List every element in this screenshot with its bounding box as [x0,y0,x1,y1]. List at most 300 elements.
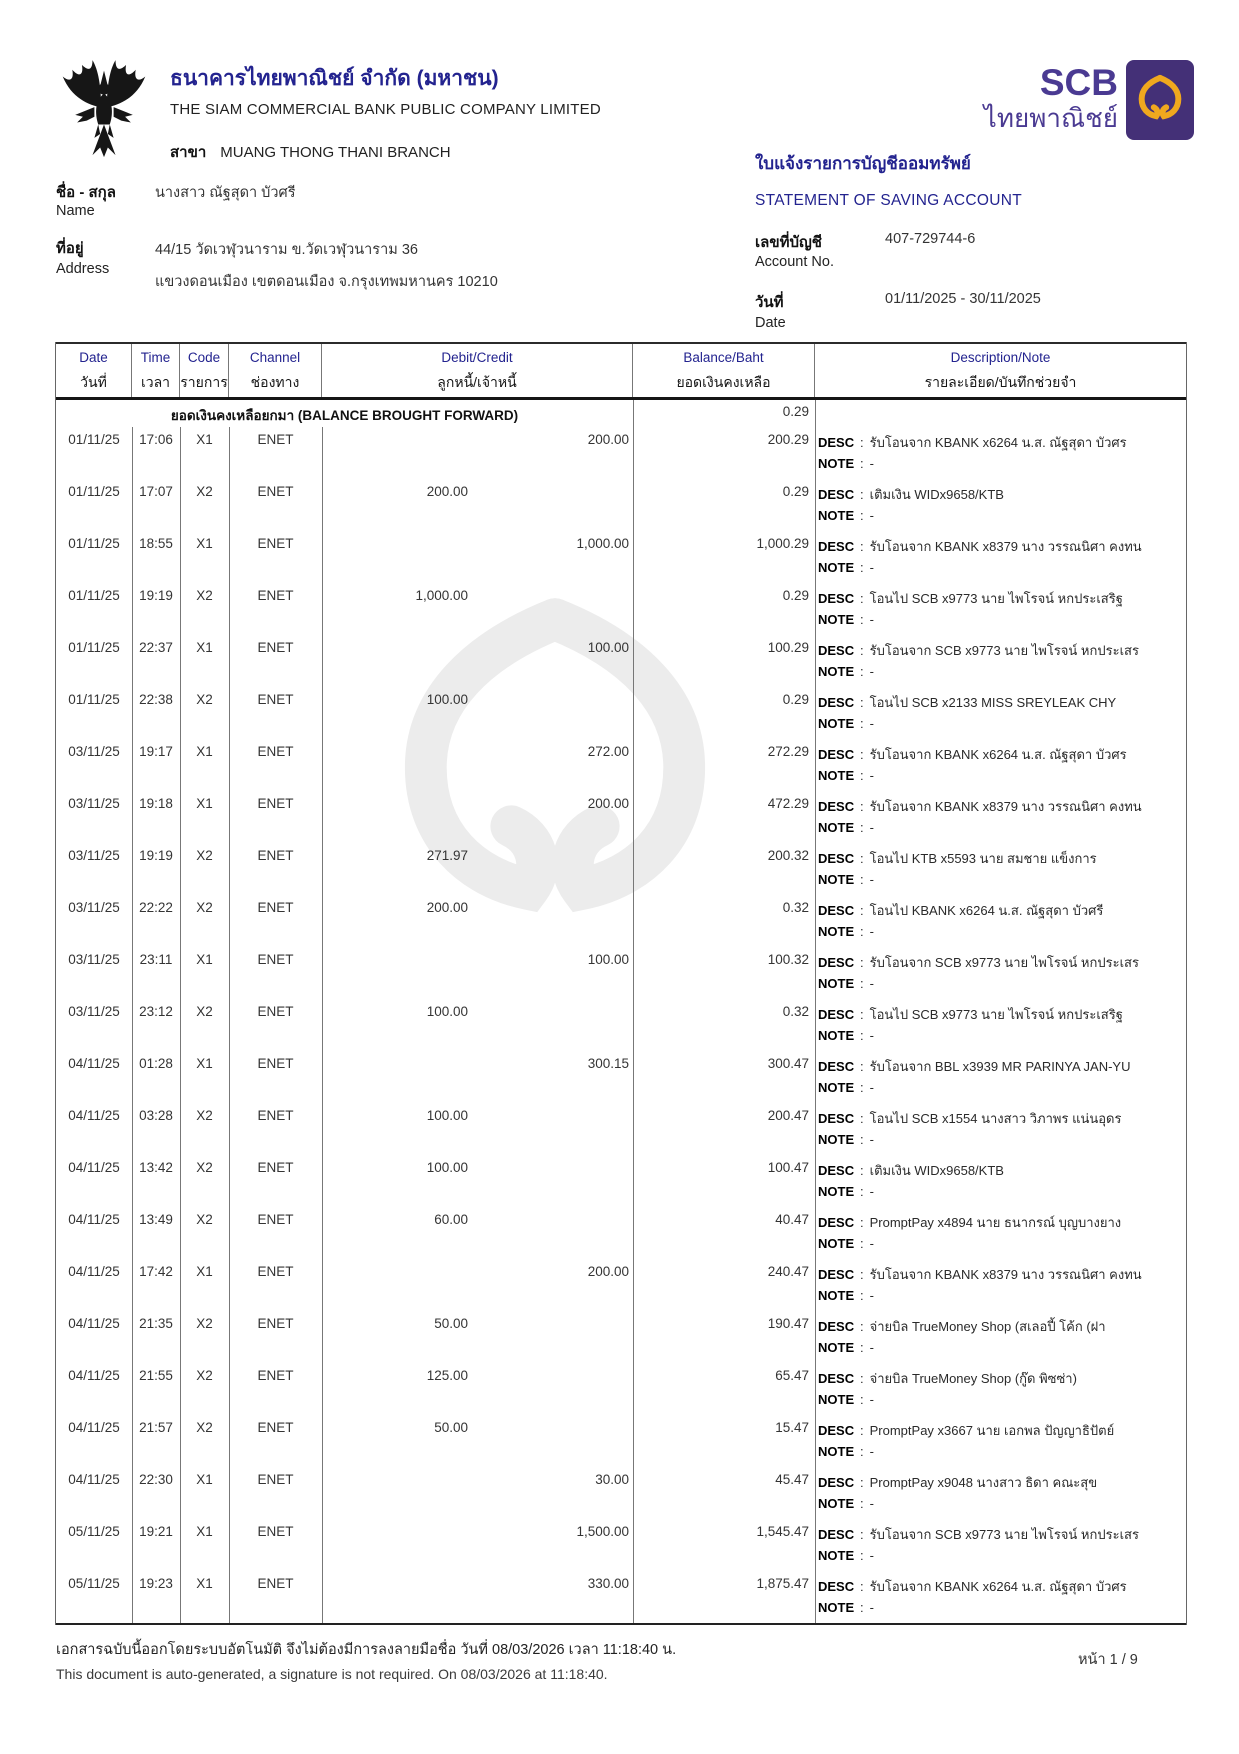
note-line [818,1597,1184,1618]
description-line [818,1420,1184,1441]
table-row [56,999,1186,1051]
note-text: - [869,508,874,523]
balance-amount: 300.47 [767,1056,809,1071]
transaction-code: X1 [196,432,213,447]
colon: : [860,851,864,866]
debit-credit-cell [322,1207,633,1259]
note-label: NOTE [818,1496,855,1511]
description-line [818,744,1184,765]
desc-label: DESC [818,1423,855,1438]
table-row [56,531,1186,583]
desc-label: DESC [818,1267,855,1282]
desc-label: DESC [818,435,855,450]
description-text: รับโอนจาก KBANK x6264 น.ส. ณัฐสุดา บัวศร [869,1579,1127,1594]
debit-credit-cell [322,947,633,999]
description-line [818,1368,1184,1389]
debit-credit-cell [322,687,633,739]
colon: : [860,1267,864,1282]
note-text: - [869,976,874,991]
balance-amount: 200.32 [767,848,809,863]
branch-value: MUANG THONG THANI BRANCH [220,144,451,161]
transaction-channel: ENET [257,640,294,655]
transaction-code: X2 [196,1108,213,1123]
desc-label: DESC [818,1319,855,1334]
note-line [818,765,1184,786]
note-label: NOTE [818,768,855,783]
colon: : [860,1527,864,1542]
transaction-time: 18:55 [139,536,173,551]
debit-amount: 100.00 [426,692,468,707]
transaction-code: X2 [196,692,213,707]
branch-label: สาขา [170,144,207,161]
transaction-date: 01/11/25 [68,432,120,447]
transaction-time: 21:35 [139,1316,173,1331]
debit-credit-cell [322,1519,633,1571]
transaction-channel: ENET [257,432,294,447]
desc-label: DESC [818,591,855,606]
note-line [818,1077,1184,1098]
debit-credit-cell [322,1311,633,1363]
debit-amount: 1,000.00 [415,588,468,603]
credit-amount: 200.00 [587,796,629,811]
balance-amount: 0.32 [782,900,809,915]
address-label-english: Address [56,261,110,277]
desc-label: DESC [818,955,855,970]
description-text: จ่ายบิล TrueMoney Shop (สเลอปี้ โค้ก (ฝา [869,1319,1106,1334]
desc-label: DESC [818,1371,855,1386]
scb-wordmark-thai: ไทยพาณิชย์ [983,103,1118,133]
transactions-table [55,342,1187,1625]
transaction-channel: ENET [257,1108,294,1123]
transaction-date: 04/11/25 [68,1368,120,1383]
note-line [818,505,1184,526]
note-line [818,1129,1184,1150]
debit-credit-cell [322,583,633,635]
table-row [56,1051,1186,1103]
description-line [818,848,1184,869]
auto-generated-note-thai: เอกสารฉบับนี้ออกโดยระบบอัตโนมัติ จึงไม่ต้องมีการลงลายมือชื่อ วันที่ 08/03/2026 เวลา 11:18:40 น. [56,1642,677,1658]
description-cell [815,843,1186,895]
table-row [56,791,1186,843]
description-text: PromptPay x9048 นางสาว ธิดา คณะสุข [869,1475,1098,1490]
debit-credit-cell [322,1103,633,1155]
transaction-date: 04/11/25 [68,1264,120,1279]
transaction-channel: ENET [257,536,294,551]
description-line [818,1004,1184,1025]
table-row [56,1571,1186,1623]
balance-amount: 100.47 [767,1160,809,1175]
transaction-code: X2 [196,1160,213,1175]
debit-credit-cell [322,1467,633,1519]
transaction-code: X2 [196,588,213,603]
note-text: - [869,716,874,731]
credit-amount: 330.00 [587,1576,629,1591]
colon: : [860,487,864,502]
balance-amount: 272.29 [767,744,809,759]
note-label: NOTE [818,924,855,939]
note-text: - [869,560,874,575]
table-row [56,843,1186,895]
transaction-channel: ENET [257,1524,294,1539]
transaction-time: 19:17 [139,744,173,759]
description-cell [815,1155,1186,1207]
transaction-time: 22:30 [139,1472,173,1487]
credit-amount: 300.15 [587,1056,629,1071]
description-cell [815,1051,1186,1103]
note-label: NOTE [818,1028,855,1043]
transaction-code: X1 [196,640,213,655]
credit-amount: 200.00 [587,432,629,447]
auto-generated-note-english: This document is auto-generated, a signature is not required. On 08/03/2026 at 11:18:40. [56,1666,608,1682]
table-row [56,1467,1186,1519]
balance-amount: 472.29 [767,796,809,811]
note-text: - [869,768,874,783]
colon: : [860,695,864,710]
note-label: NOTE [818,1392,855,1407]
description-text: รับโอนจาก KBANK x8379 นาง วรรณนิศา คงทน [869,799,1142,814]
note-text: - [869,1236,874,1251]
transaction-date: 04/11/25 [68,1108,120,1123]
balance-amount: 1,545.47 [756,1524,809,1539]
description-text: รับโอนจาก KBANK x6264 น.ส. ณัฐสุดา บัวศร [869,435,1127,450]
colon: : [860,1475,864,1490]
description-text: โอนไป KTB x5593 นาย สมชาย แข็งการ [869,851,1097,866]
description-text: โอนไป KBANK x6264 น.ส. ณัฐสุดา บัวศรี [869,903,1104,918]
colon: : [860,1319,864,1334]
column-divider [815,400,816,1623]
desc-label: DESC [818,799,855,814]
bank-name-thai: ธนาคารไทยพาณิชย์ จำกัด (มหาชน) [170,67,499,90]
colon: : [860,1444,864,1459]
balance-amount: 100.29 [767,640,809,655]
transaction-date: 01/11/25 [68,588,120,603]
transaction-channel: ENET [257,1576,294,1591]
colon: : [860,1371,864,1386]
desc-label: DESC [818,1475,855,1490]
transaction-date: 03/11/25 [68,848,120,863]
transaction-date: 01/11/25 [68,692,120,707]
transaction-channel: ENET [257,1056,294,1071]
colon: : [860,456,864,471]
transaction-code: X2 [196,1004,213,1019]
transaction-time: 19:18 [139,796,173,811]
description-text: โอนไป SCB x2133 MISS SREYLEAK CHY [869,695,1117,710]
transaction-date: 03/11/25 [68,952,120,967]
description-line [818,640,1184,661]
description-cell [815,1363,1186,1415]
colon: : [860,1340,864,1355]
transaction-channel: ENET [257,1212,294,1227]
description-text: โอนไป SCB x9773 นาย ไพโรจน์ หกประเสริฐ [869,591,1123,606]
transaction-channel: ENET [257,1160,294,1175]
transaction-date: 04/11/25 [68,1472,120,1487]
name-label-thai: ชื่อ - สกุล [56,184,116,201]
debit-amount: 271.97 [426,848,468,863]
transaction-time: 23:12 [139,1004,173,1019]
note-label: NOTE [818,1600,855,1615]
transaction-time: 13:49 [139,1212,173,1227]
balance-amount: 40.47 [775,1212,809,1227]
colon: : [860,1132,864,1147]
description-line [818,588,1184,609]
debit-amount: 60.00 [434,1212,468,1227]
transaction-code: X1 [196,744,213,759]
colon: : [860,820,864,835]
debit-credit-cell [322,531,633,583]
description-text: เติมเงิน WIDx9658/KTB [869,487,1004,502]
description-cell [815,583,1186,635]
transaction-time: 22:37 [139,640,173,655]
colon: : [860,1080,864,1095]
description-line [818,692,1184,713]
note-label: NOTE [818,1132,855,1147]
table-row [56,739,1186,791]
credit-amount: 100.00 [587,952,629,967]
column-header-description: Description/Note รายละเอียด/บันทึกช่วยจำ [924,350,1077,390]
balance-amount: 190.47 [767,1316,809,1331]
balance-amount: 200.29 [767,432,809,447]
customer-name: นางสาว ณัฐสุดา บัวศรี [155,185,296,201]
note-label: NOTE [818,976,855,991]
brought-forward-balance: 0.29 [782,404,809,419]
debit-amount: 50.00 [434,1420,468,1435]
desc-label: DESC [818,903,855,918]
debit-credit-cell [322,843,633,895]
colon: : [860,508,864,523]
transaction-channel: ENET [257,1368,294,1383]
table-row [56,1155,1186,1207]
transaction-code: X1 [196,952,213,967]
debit-credit-cell [322,1415,633,1467]
description-cell [815,739,1186,791]
column-header-time: Time เวลา [132,344,180,397]
note-label: NOTE [818,508,855,523]
debit-credit-cell [322,1155,633,1207]
debit-credit-cell [322,1051,633,1103]
transaction-channel: ENET [257,484,294,499]
description-line [818,900,1184,921]
table-row [56,1311,1186,1363]
transaction-date: 04/11/25 [68,1056,120,1071]
transaction-channel: ENET [257,900,294,915]
description-line [818,1316,1184,1337]
desc-label: DESC [818,1579,855,1594]
column-header-code: Code รายการ [180,344,229,397]
desc-label: DESC [818,487,855,502]
note-label: NOTE [818,560,855,575]
table-row [56,479,1186,531]
description-line [818,536,1184,557]
transaction-date: 03/11/25 [68,744,120,759]
credit-amount: 200.00 [587,1264,629,1279]
transaction-time: 17:06 [139,432,173,447]
desc-label: DESC [818,747,855,762]
bank-name-english: THE SIAM COMMERCIAL BANK PUBLIC COMPANY LIMITED [170,101,601,118]
note-label: NOTE [818,716,855,731]
column-divider [229,427,230,1623]
transaction-code: X2 [196,900,213,915]
note-text: - [869,820,874,835]
scb-wordmark-scb: SCB [1039,62,1118,103]
description-cell [815,531,1186,583]
table-row [56,1363,1186,1415]
transaction-code: X1 [196,1472,213,1487]
column-divider [322,427,323,1623]
transaction-code: X2 [196,484,213,499]
table-row [56,635,1186,687]
account-no-label-thai: เลขที่บัญชี [755,234,822,251]
description-cell [815,687,1186,739]
table-row [56,687,1186,739]
note-line [818,1025,1184,1046]
description-text: PromptPay x4894 นาย ธนากรณ์ บุญบางยาง [869,1215,1122,1230]
scb-logo-icon [1126,60,1194,140]
transaction-date: 04/11/25 [68,1212,120,1227]
column-header-channel: Channel ช่องทาง [229,344,322,397]
colon: : [860,1548,864,1563]
table-body [56,400,1186,1625]
name-label-english: Name [56,203,95,219]
date-label-english: Date [755,315,786,331]
description-cell [815,999,1186,1051]
note-line [818,817,1184,838]
transaction-code: X1 [196,1264,213,1279]
colon: : [860,664,864,679]
debit-amount: 100.00 [426,1108,468,1123]
note-label: NOTE [818,1340,855,1355]
transaction-rows [56,427,1186,1623]
page-number: หน้า 1 / 9 [1078,1652,1138,1668]
note-line [818,1389,1184,1410]
note-text: - [869,1392,874,1407]
table-row [56,947,1186,999]
note-label: NOTE [818,612,855,627]
address-label-thai: ที่อยู่ [56,240,84,257]
transaction-channel: ENET [257,1264,294,1279]
credit-amount: 1,500.00 [576,1524,629,1539]
debit-amount: 50.00 [434,1316,468,1331]
note-label: NOTE [818,1288,855,1303]
table-row [56,1415,1186,1467]
colon: : [860,1496,864,1511]
colon: : [860,872,864,887]
note-line [818,661,1184,682]
description-cell [815,947,1186,999]
credit-amount: 30.00 [595,1472,629,1487]
debit-amount: 100.00 [426,1160,468,1175]
debit-credit-cell [322,1363,633,1415]
transaction-channel: ENET [257,1420,294,1435]
transaction-date: 04/11/25 [68,1420,120,1435]
colon: : [860,903,864,918]
colon: : [860,1579,864,1594]
description-cell [815,791,1186,843]
description-line [818,1264,1184,1285]
note-line [818,713,1184,734]
colon: : [860,612,864,627]
note-line [818,921,1184,942]
transaction-code: X1 [196,536,213,551]
note-text: - [869,1444,874,1459]
transaction-code: X2 [196,1316,213,1331]
colon: : [860,924,864,939]
transaction-time: 19:23 [139,1576,173,1591]
note-line [818,1545,1184,1566]
transaction-channel: ENET [257,744,294,759]
description-text: รับโอนจาก SCB x9773 นาย ไพโรจน์ หกประเสร [869,1527,1139,1542]
colon: : [860,1423,864,1438]
customer-address-line2: แขวงดอนเมือง เขตดอนเมือง จ.กรุงเทพมหานคร 10210 [155,274,498,290]
note-text: - [869,1496,874,1511]
transaction-channel: ENET [257,1316,294,1331]
note-line [818,609,1184,630]
transaction-time: 01:28 [139,1056,173,1071]
transaction-code: X2 [196,1212,213,1227]
note-text: - [869,664,874,679]
note-text: - [869,1028,874,1043]
customer-address-line1: 44/15 วัดเวฬุวนาราม ข.วัดเวฬุวนาราม 36 [155,242,418,258]
brought-forward-row [56,400,1186,427]
balance-amount: 100.32 [767,952,809,967]
transaction-time: 21:55 [139,1368,173,1383]
table-row [56,895,1186,947]
description-line [818,1108,1184,1129]
balance-amount: 1,875.47 [756,1576,809,1591]
desc-label: DESC [818,1163,855,1178]
description-text: PromptPay x3667 นาย เอกพล ปัญญาธิปัตย์ [869,1423,1115,1438]
debit-credit-cell [322,895,633,947]
description-cell [815,1519,1186,1571]
account-no-value: 407-729744-6 [885,231,976,247]
table-row [56,1259,1186,1311]
colon: : [860,1600,864,1615]
description-cell [815,479,1186,531]
description-text: โอนไป SCB x9773 นาย ไพโรจน์ หกประเสริฐ [869,1007,1123,1022]
transaction-date: 05/11/25 [68,1576,120,1591]
colon: : [860,435,864,450]
balance-amount: 45.47 [775,1472,809,1487]
note-text: - [869,456,874,471]
colon: : [860,1184,864,1199]
desc-label: DESC [818,539,855,554]
table-row [56,1103,1186,1155]
note-text: - [869,1288,874,1303]
column-divider [633,400,634,1623]
description-line [818,1576,1184,1597]
debit-credit-cell [322,739,633,791]
account-no-label-english: Account No. [755,254,834,270]
transaction-code: X1 [196,1576,213,1591]
colon: : [860,560,864,575]
transaction-time: 22:38 [139,692,173,707]
note-text: - [869,612,874,627]
note-text: - [869,924,874,939]
description-cell [815,1467,1186,1519]
note-text: - [869,1548,874,1563]
desc-label: DESC [818,851,855,866]
transaction-code: X2 [196,1420,213,1435]
description-cell [815,1207,1186,1259]
description-line [818,1212,1184,1233]
colon: : [860,747,864,762]
description-cell [815,1259,1186,1311]
description-line [818,432,1184,453]
colon: : [860,768,864,783]
transaction-channel: ENET [257,1472,294,1487]
transaction-time: 21:57 [139,1420,173,1435]
description-line [818,1056,1184,1077]
note-text: - [869,1600,874,1615]
